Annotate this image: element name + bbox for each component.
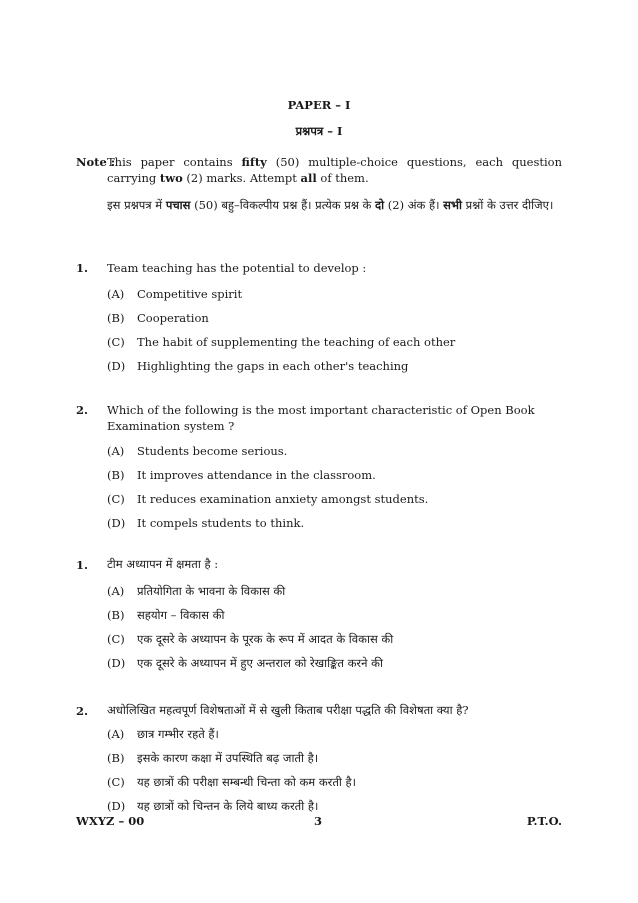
- option-text: इसके कारण कक्षा में उपस्थिति बढ़ जाती है।: [137, 751, 319, 765]
- option-label: (B): [107, 311, 125, 325]
- option-text: It reduces examination anxiety amongst students.: [137, 492, 429, 506]
- question-number: 1.: [76, 261, 89, 275]
- option-text: It improves attendance in the classroom.: [137, 468, 376, 482]
- paper-title-hindi: प्रश्नपत्र – I: [295, 124, 343, 138]
- question-number: 1.: [76, 558, 89, 572]
- option-c: [107, 775, 356, 790]
- option-label: (D): [107, 516, 126, 530]
- option-label: (A): [107, 287, 125, 301]
- option-text: एक दूसरे के अध्यापन के पूरक के रूप में आदत के विकास की: [137, 632, 394, 646]
- option-label: (D): [107, 799, 126, 813]
- question-text: Team teaching has the potential to develop :: [107, 261, 367, 275]
- option-b: [107, 608, 225, 623]
- question-number: 2.: [76, 704, 89, 718]
- option-label: (C): [107, 775, 125, 789]
- option-label: (A): [107, 444, 125, 458]
- option-d: [107, 799, 318, 814]
- question-number: 2.: [76, 403, 89, 417]
- option-label: (D): [107, 656, 126, 670]
- option-c: [107, 632, 393, 647]
- option-label: (B): [107, 468, 125, 482]
- option-d: [107, 656, 383, 671]
- option-label: (B): [107, 608, 125, 622]
- option-a: [107, 444, 287, 458]
- option-b: [107, 468, 376, 482]
- option-label: (C): [107, 335, 125, 349]
- note-text-hindi: इस प्रश्नपत्र में पचास (50) बहु–विकल्पीय प्रश्न हैं। प्रत्येक प्रश्न के दो (2) अंक हैं। सभी प्रश्नों के उत्तर दीजिए।: [107, 198, 554, 212]
- note-label: Note :: [76, 155, 116, 169]
- question-text: टीम अध्यापन में क्षमता है :: [107, 557, 219, 571]
- option-b: [107, 311, 209, 325]
- option-label: (A): [107, 584, 125, 598]
- option-b: [107, 751, 318, 766]
- option-d: [107, 359, 408, 373]
- option-a: [107, 727, 219, 742]
- option-text: यह छात्रों को चिन्तन के लिये बाध्य करती है।: [137, 799, 319, 813]
- option-text: यह छात्रों की परीक्षा सम्बन्धी चिन्ता को कम करती है।: [137, 775, 357, 789]
- option-text: The habit of supplementing the teaching of each other: [137, 335, 456, 349]
- option-label: (A): [107, 727, 125, 741]
- option-text: Students become serious.: [137, 444, 288, 458]
- paper-title: PAPER – I: [287, 98, 351, 112]
- option-text: छात्र गम्भीर रहते हैं।: [137, 727, 219, 741]
- option-label: (B): [107, 751, 125, 765]
- option-a: [107, 287, 242, 301]
- option-label: (D): [107, 359, 126, 373]
- pto-label: P.T.O.: [526, 814, 562, 828]
- option-text: एक दूसरे के अध्यापन में हुए अन्तराल को रेखाङ्कित करने की: [137, 656, 383, 670]
- option-text: प्रतियोगिता के भावना के विकास की: [137, 584, 286, 598]
- paper-code: WXYZ – 00: [76, 814, 145, 828]
- option-a: [107, 584, 285, 599]
- question-text: अधोलिखित महत्वपूर्ण विशेषताओं में से खुली किताब परीक्षा पद्धति की विशेषता क्या है?: [107, 703, 469, 717]
- option-c: [107, 492, 428, 506]
- question-text: Which of the following is the most important characteristic of Open Book Examination system ?: [107, 403, 535, 433]
- option-text: It compels students to think.: [137, 516, 305, 530]
- page-number: 3: [314, 814, 323, 828]
- option-d: [107, 516, 304, 530]
- option-label: (C): [107, 632, 125, 646]
- option-c: [107, 335, 455, 349]
- option-text: Highlighting the gaps in each other's teaching: [137, 359, 409, 373]
- option-text: Cooperation: [137, 311, 209, 325]
- option-label: (C): [107, 492, 125, 506]
- option-text: Competitive spirit: [137, 287, 243, 301]
- note-text: This paper contains fifty (50) multiple-choice questions, each question carrying two (2) marks. Attempt all of them.: [107, 155, 562, 185]
- option-text: सहयोग – विकास की: [137, 608, 225, 622]
